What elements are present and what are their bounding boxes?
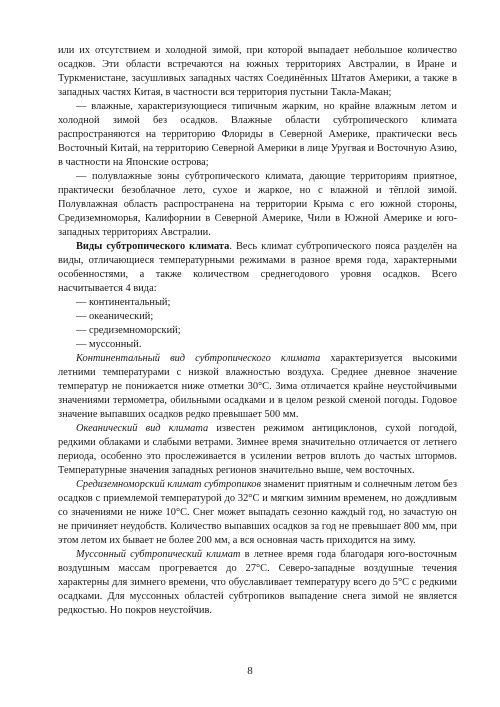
list-item: — средиземноморский;: [76, 325, 181, 336]
paragraph-types-intro: [58, 240, 457, 296]
mediterranean-text: знаменит приятным и солнечным летом без осадков с приемлемой температурой до 32°С и мягким зимним временем, но дождливым со значениями не ниже 10°С. Снег может выпадать сезонно каждый год, но зачастую он не причиняет неудобств. Количество выпавших осадков за год не превышает 800 мм, при этом летом их бывает не более 200 мм, а вся основная часть приходится на зиму.: [58, 479, 457, 546]
list-item: — океанический;: [76, 311, 154, 322]
lead-bold-types: Виды субтропического климата: [76, 241, 230, 252]
lead-italic-continental: Континентальный вид субтропического климата: [76, 353, 321, 364]
list-item: — муссонный.: [76, 339, 142, 350]
paragraph-mediterranean: [58, 478, 457, 548]
paragraph-intro-continuation: или их отсутствием и холодной зимой, при которой выпадает небольшое количество осадков. Эти области встречаются на южных территориях Австралии, в Иране и Туркменистане, засушливых западных частях Соединённых Штатов Америки, а также в западных частях Китая, в частности вся территория пустыни Такла-Макан;: [58, 45, 457, 98]
paragraph-semi-humid: — полувлажные зоны субтропического климата, дающие территориям приятное, практически безоблачное лето, сухое и жаркое, но с влажной и тёплой зимой. Полувлажная область распространена на территории Крыма с его южной стороны, Средиземноморья, Калифорнии в Северной Америке, Чили в Южной Америке и юго-западных территориях Австралии.: [58, 171, 457, 238]
lead-italic-oceanic: Океанический вид климата: [76, 423, 209, 434]
paragraph-continental: [58, 352, 457, 422]
types-intro-text: . Весь климат субтропического пояса разделён на виды, отличающиеся температурными режимами в разное время года, характерными особенностями, а также количеством среднегодового уровня осадков. Всего насчитывается 4 вида:: [58, 241, 457, 294]
oceanic-text: известен режимом антициклонов, сухой погодой, редкими облаками и слабыми ветрами. Зимнее время значительно отличается от летнего периода, особенно это прослеживается в усилении ветров вплоть до частых штормов. Температурные значения западных регионов значительно выше, чем восточных.: [58, 423, 457, 476]
paragraph-humid: — влажные, характеризующиеся типичным жарким, но крайне влажным летом и холодной зимой без осадков. Влажные области субтропического климата распространяются на территорию Флориды в Северной Америке, практически весь Восточный Китай, на территорию Северной Америки в лице Уругвая и Восточную Азию, в частности на Японские острова;: [58, 101, 457, 168]
lead-italic-mediterranean: Средиземноморский климат субтропиков: [76, 479, 261, 490]
list-item: — континентальный;: [76, 297, 171, 308]
continental-text: характеризуется высокими летними температурами с низкой влажностью воздуха. Среднее дневное значение температур не понижается ниже отметки 30°С. Зима отличается крайне неустойчивыми значениями термометра, обильными осадками и в целом резкой сменой погоды. Годовое значение выпавших осадков редко превышает 500 мм.: [58, 353, 458, 420]
paragraph-oceanic: [58, 422, 457, 478]
monsoon-text: в летнее время года благодаря юго-восточным воздушным массам прогревается до 27°С. Северо-западные воздушные течения характерны для зимнего времени, что обуславливает температуру всего до 5°С с редкими осадками. Для муссонных областей субтропиков выпадение снега зимой не является редкостью. Но покров неустойчив.: [58, 549, 457, 616]
lead-italic-monsoon: Муссонный субтропический климат: [76, 549, 241, 560]
page-text: [58, 44, 457, 618]
paragraph-monsoon: [58, 548, 457, 618]
page-number: 8: [247, 665, 253, 677]
